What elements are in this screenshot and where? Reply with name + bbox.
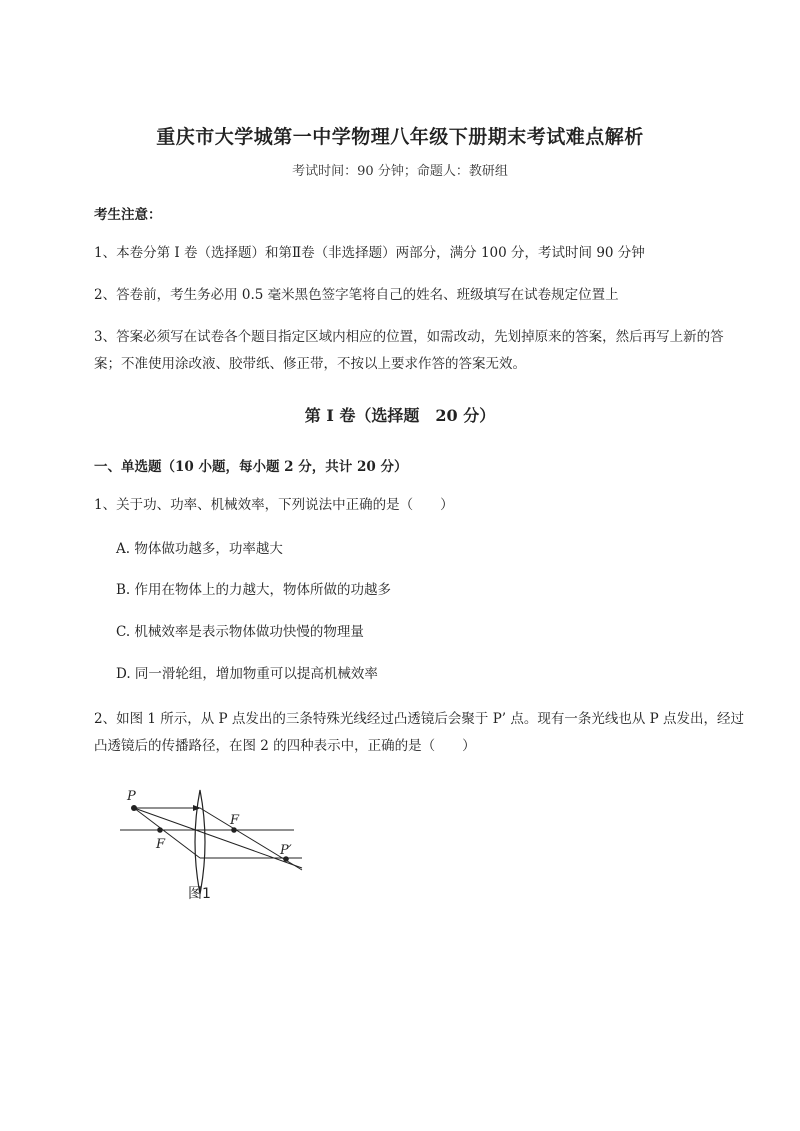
question-1-option-d: D. 同一滑轮组，增加物重可以提高机械效率: [116, 666, 378, 682]
label-p-prime: P′: [280, 843, 292, 858]
question-1-option-c: C. 机械效率是表示物体做功快慢的物理量: [116, 624, 364, 640]
page-subtitle: 考试时间：90 分钟；命题人：教研组: [292, 164, 508, 179]
point-f-right: [231, 827, 237, 833]
question-1-option-b: B. 作用在物体上的力越大，物体所做的功越多: [116, 582, 392, 598]
lens-ray-diagram: [116, 786, 306, 904]
convex-lens: [195, 790, 205, 894]
label-f-left: F: [156, 837, 166, 852]
question-1-stem: 1、关于功、功率、机械效率，下列说法中正确的是（ ）: [94, 497, 454, 513]
label-p: P: [127, 789, 136, 804]
question-1-option-a: A. 物体做功越多，功率越大: [116, 541, 283, 557]
question-2-stem: 2、如图 1 所示，从 P 点发出的三条特殊光线经过凸透镜后会聚于 P’ 点。现有一条光线也从 P 点发出，经过凸透镜后的传播路径，在图 2 的四种表示中，正确的是（ ）: [94, 711, 745, 754]
point-p: [131, 805, 137, 811]
ray-focus-in: [134, 808, 200, 858]
page-title: 重庆市大学城第一中学物理八年级下册期末考试难点解析: [156, 126, 644, 148]
notice-item-3: 3、答案必须写在试卷各个题目指定区域内相应的位置，如需改动，先划掉原来的答案，然后再写上新的答案；不准使用涂改液、胶带纸、修正带，不按以上要求作答的答案无效。: [94, 329, 724, 372]
section-heading: 第 I 卷（选择题 20 分）: [304, 406, 496, 425]
part-heading: 一、单选题（10 小题，每小题 2 分，共计 20 分）: [94, 459, 408, 475]
figure-caption: 图1: [188, 886, 211, 902]
notice-heading: 考生注意：: [94, 207, 162, 223]
label-f-right: F: [230, 813, 240, 828]
point-f-left: [157, 827, 163, 833]
notice-item-2: 2、答卷前，考生务必用 0.5 毫米黑色签字笔将自己的姓名、班级填写在试卷规定位置上: [94, 287, 619, 303]
notice-item-1: 1、本卷分第 I 卷（选择题）和第Ⅱ卷（非选择题）两部分，满分 100 分，考试时间 90 分钟: [94, 245, 645, 261]
